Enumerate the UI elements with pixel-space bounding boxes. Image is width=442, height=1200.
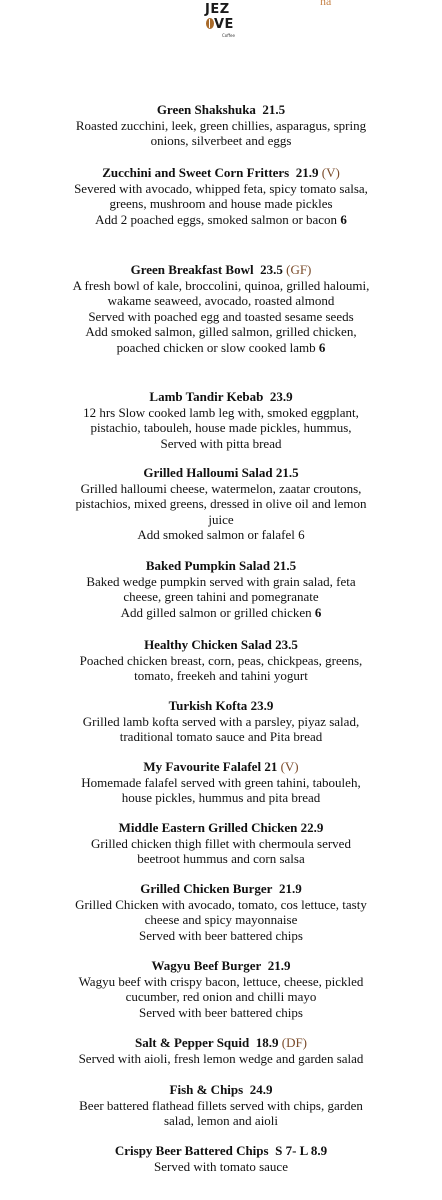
menu-item	[0, 698, 442, 745]
item-description: Roasted zucchini, leek, green chillies, asparagus, spring onions, silverbeet and eggs	[75, 117, 367, 149]
item-description: Grilled Chicken with avocado, tomato, cos lettuce, tasty cheese and spicy mayonnaise Served with beer battered chips	[75, 896, 367, 943]
item-title: Green Breakfast Bowl 23.5 (GF)	[130, 262, 312, 277]
menu-item	[0, 1035, 442, 1066]
item-title: Middle Eastern Grilled Chicken 22.9	[118, 820, 324, 835]
item-title: Lamb Tandir Kebab 23.9	[149, 389, 293, 404]
menu-item	[0, 820, 442, 867]
item-description: Severed with avocado, whipped feta, spicy tomato salsa, greens, mushroom and house made pickles Add 2 poached eggs, smoked salmon or bacon 6	[74, 180, 368, 227]
item-description: Grilled lamb kofta served with a parsley, piyaz salad, traditional tomato sauce and Pita bread	[82, 713, 360, 745]
menu-item	[0, 558, 442, 620]
menu-item	[0, 262, 442, 356]
menu-item	[0, 637, 442, 684]
item-title: Turkish Kofta 23.9	[168, 698, 274, 713]
menu-item	[0, 465, 442, 543]
menu-item	[0, 759, 442, 806]
item-description: Homemade falafel served with green tahini, tabouleh, house pickles, hummus and pita bread	[81, 774, 361, 806]
item-description: Baked wedge pumpkin served with grain salad, feta cheese, green tahini and pomegranate Add gilled salmon or grilled chicken 6	[86, 573, 356, 620]
menu-item	[0, 165, 442, 227]
item-title: Wagyu Beef Burger 21.9	[151, 958, 291, 973]
item-description: A fresh bowl of kale, broccolini, quinoa, grilled haloumi, wakame seaweed, avocado, roasted almond Served with poached egg and toasted sesame seeds Add smoked salmon, gilled salmon, grilled chicken, poached chicken or slow cooked lamb 6	[72, 277, 370, 355]
brand-logo	[199, 0, 245, 43]
item-description: Wagyu beef with crispy bacon, lettuce, cheese, pickled cucumber, red onion and chilli mayo Served with beer battered chips	[78, 973, 364, 1020]
logo-text-top: JEZ	[205, 2, 230, 17]
item-description: Poached chicken breast, corn, peas, chickpeas, greens, tomato, freekeh and tahini yogurt	[79, 652, 363, 684]
item-title: Healthy Chicken Salad 23.5	[144, 637, 298, 652]
item-title: Grilled Chicken Burger 21.9	[140, 881, 302, 896]
item-title: My Favourite Falafel 21 (V)	[143, 759, 299, 774]
menu-item	[0, 958, 442, 1020]
logo-text-bottom	[205, 18, 234, 31]
item-description: Beer battered flathead fillets served with chips, garden salad, lemon and aioli	[79, 1097, 363, 1129]
item-title: Zucchini and Sweet Corn Fritters 21.9 (V)	[102, 165, 340, 180]
item-description: Grilled halloumi cheese, watermelon, zaatar croutons, pistachios, mixed greens, dressed in olive oil and lemon juice Add smoked salmon or falafel 6	[75, 480, 367, 543]
menu-item	[0, 881, 442, 943]
item-description: Served with tomato sauce	[154, 1158, 288, 1174]
coffee-bean-icon	[206, 18, 214, 29]
logo-text-ve: VE	[214, 17, 234, 32]
item-title: Fish & Chips 24.9	[169, 1082, 273, 1097]
item-title: Salt & Pepper Squid 18.9 (DF)	[134, 1035, 308, 1050]
item-title: Grilled Halloumi Salad 21.5	[143, 465, 299, 480]
menu-item	[0, 102, 442, 149]
item-title: Crispy Beer Battered Chips S 7- L 8.9	[114, 1143, 328, 1158]
item-title: Baked Pumpkin Salad 21.5	[145, 558, 297, 573]
item-title: Green Shakshuka 21.5	[156, 102, 286, 117]
logo-subtitle: Coffee	[222, 33, 235, 38]
item-description: Served with aioli, fresh lemon wedge and garden salad	[78, 1050, 364, 1066]
item-description: Grilled chicken thigh fillet with chermoula served beetroot hummus and corn salsa	[91, 835, 351, 867]
menu-item	[0, 1082, 442, 1129]
menu-item	[0, 389, 442, 451]
corner-fragment: na	[320, 0, 332, 8]
menu-item	[0, 1143, 442, 1174]
item-description: 12 hrs Slow cooked lamb leg with, smoked eggplant, pistachio, tabouleh, house made pickles, hummus, Served with pitta bread	[83, 404, 359, 451]
